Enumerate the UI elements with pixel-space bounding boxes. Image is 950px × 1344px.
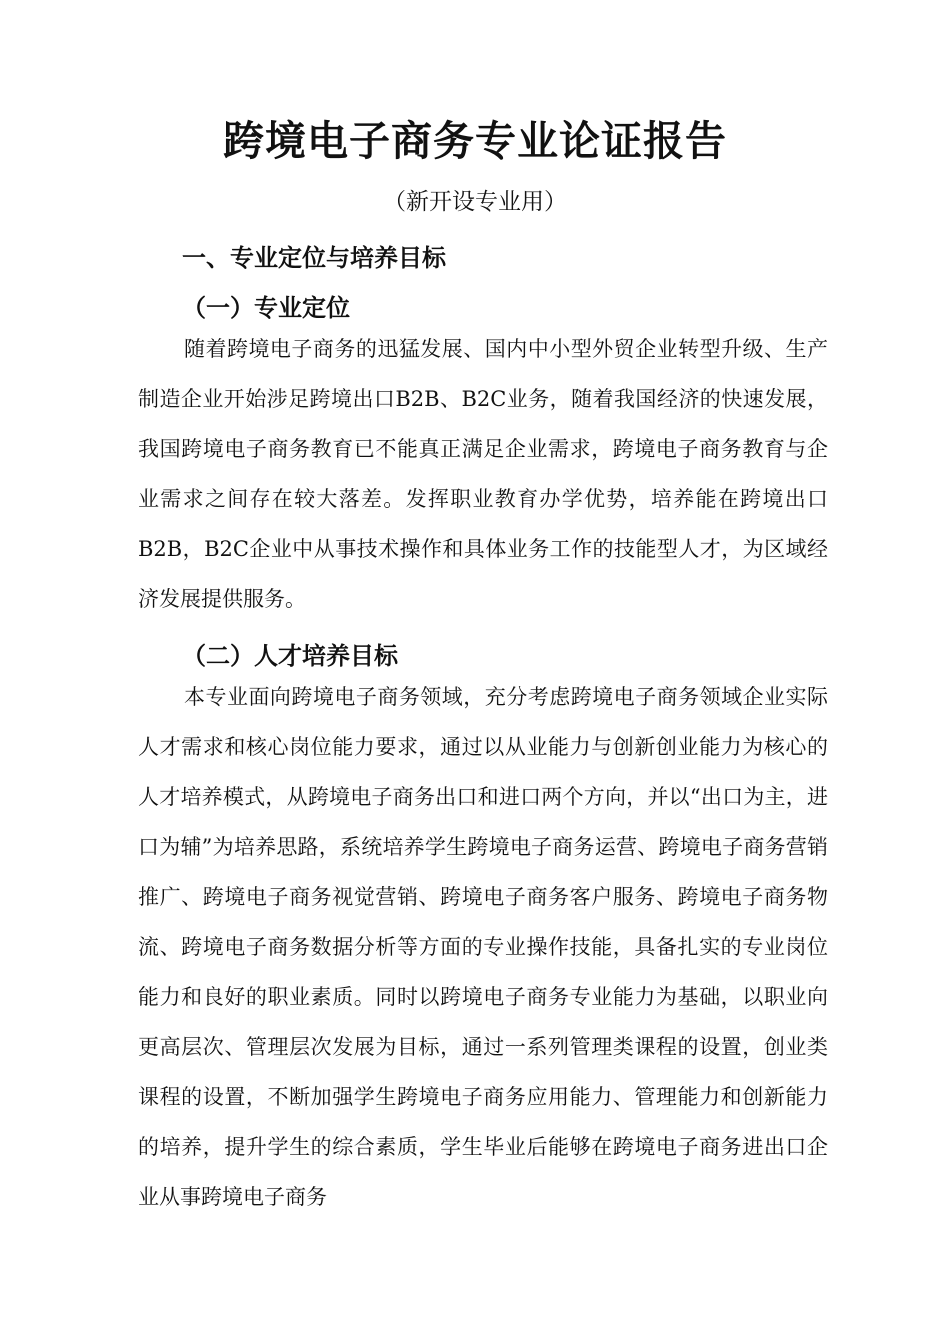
paragraph-positioning: 随着跨境电子商务的迅猛发展、国内中小型外贸企业转型升级、生产制造企业开始涉足跨境出口B2B、B2C业务，随着我国经济的快速发展，我国跨境电子商务教育已不能真正满足企业需求，跨境电子商务教育与企业需求之间存在较大落差。发挥职业教育办学优势，培养能在跨境出口B2B，B2C企业中从事技术操作和具体业务工作的技能型人才，为区域经济发展提供服务。 xyxy=(138,337,828,611)
subsection-heading-positioning: （一）专业定位 xyxy=(182,294,350,322)
paragraph-training-goals: 本专业面向跨境电子商务领域，充分考虑跨境电子商务领域企业实际人才需求和核心岗位能力要求，通过以从业能力与创新创业能力为核心的人才培养模式，从跨境电子商务出口和进口两个方向，并以“出口为主，进口为辅”为培养思路，系统培养学生跨境电子商务运营、跨境电子商务营销推广、跨境电子商务视觉营销、跨境电子商务客户服务、跨境电子商务物流、跨境电子商务数据分析等方面的专业操作技能，具备扎实的专业岗位能力和良好的职业素质。同时以跨境电子商务专业能力为基础，以职业向更高层次、管理层次发展为目标，通过一系列管理类课程的设置，创业类课程的设置，不断加强学生跨境电子商务应用能力、管理能力和创新能力的培养，提升学生的综合素质，学生毕业后能够在跨境电子商务进出口企业从事跨境电子商务 xyxy=(138,685,828,1209)
document-title: 跨境电子商务专业论证报告 xyxy=(223,117,727,165)
document-subtitle: （新开设专业用） xyxy=(383,189,567,215)
subsection-heading-training-goals: （二）人才培养目标 xyxy=(182,642,398,670)
section-heading-positioning-and-goals: 一、专业定位与培养目标 xyxy=(182,244,446,272)
